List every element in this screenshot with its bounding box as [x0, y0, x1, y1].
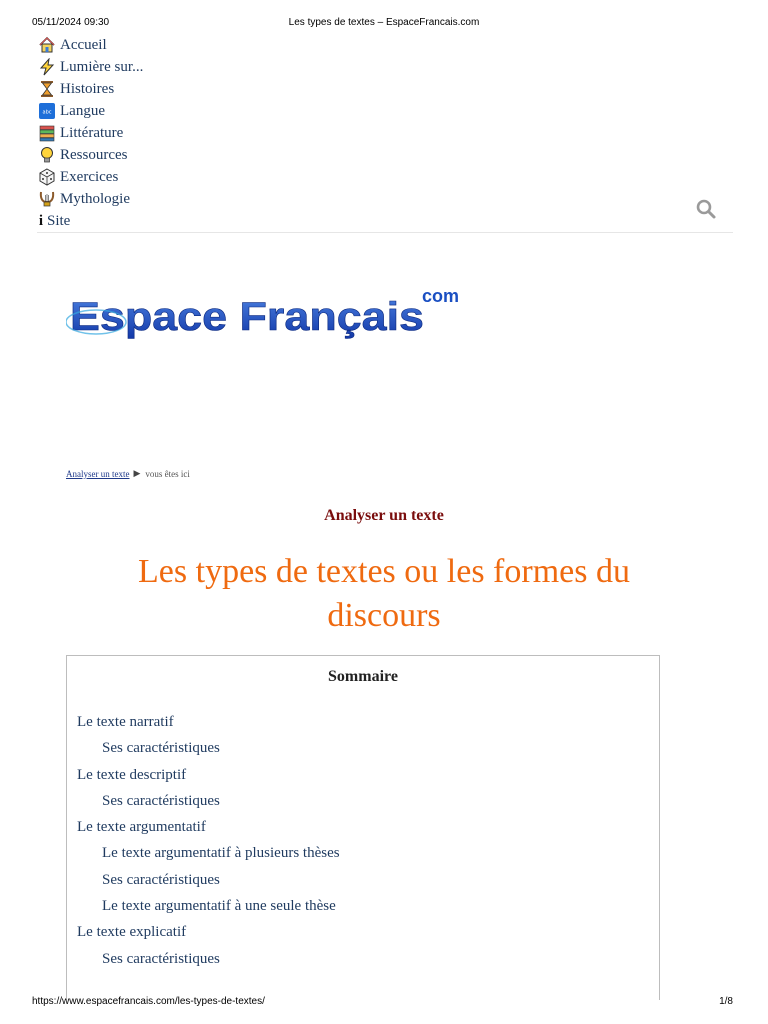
nav-item-litterature[interactable]	[37, 122, 737, 144]
toc-link-texte-descriptif[interactable]: Le texte descriptif	[77, 766, 187, 783]
toc-link-narratif-caracteristiques[interactable]: Ses caractéristiques	[102, 740, 220, 757]
main-nav	[37, 34, 737, 232]
nav-item-langue[interactable]	[37, 100, 737, 122]
table-of-contents	[66, 655, 660, 1000]
info-icon: i	[38, 212, 44, 229]
lightbulb-icon	[37, 145, 57, 165]
print-date: 05/11/2024 09:30	[32, 17, 110, 28]
toc-link-argumentatif-une-these[interactable]: Le texte argumentatif à une seule thèse	[102, 898, 336, 915]
toc-link-argumentatif-caracteristiques[interactable]: Ses caractéristiques	[102, 871, 220, 888]
nav-item-label: Lumière sur...	[60, 58, 144, 75]
toc-link-descriptif-caracteristiques[interactable]: Ses caractéristiques	[102, 792, 220, 809]
hourglass-icon	[37, 79, 57, 99]
toc-link-texte-explicatif[interactable]: Le texte explicatif	[77, 924, 187, 941]
books-icon	[37, 123, 57, 143]
house-icon	[37, 35, 57, 55]
print-page-title: Les types de textes – EspaceFrancais.com	[288, 17, 480, 28]
nav-item-label: Ressources	[60, 146, 128, 163]
nav-item-ressources[interactable]	[37, 144, 737, 166]
breadcrumb-link-analyser[interactable]: Analyser un texte	[66, 468, 130, 479]
svg-text:com: com	[422, 286, 458, 306]
toc-link-argumentatif-plusieurs-theses[interactable]: Le texte argumentatif à plusieurs thèses	[102, 845, 340, 862]
print-page-number: 1/8	[719, 996, 733, 1007]
breadcrumb-current: vous êtes ici	[145, 468, 190, 479]
svg-text:abc: abc	[42, 109, 52, 116]
section-kicker: Analyser un texte	[324, 507, 444, 524]
site-logo[interactable]	[66, 270, 458, 344]
toc-title: Sommaire	[328, 668, 398, 685]
nav-item-label: Site	[47, 212, 71, 229]
page-title: Les types de textes ou les formes du discours	[138, 553, 630, 634]
dice-icon	[37, 167, 57, 187]
nav-item-label: Histoires	[60, 80, 115, 97]
toc-link-texte-argumentatif[interactable]: Le texte argumentatif	[77, 819, 206, 836]
print-header	[32, 17, 736, 31]
lightning-icon	[37, 57, 57, 77]
nav-item-accueil[interactable]	[37, 34, 737, 56]
breadcrumb-separator-icon: ▶	[133, 468, 141, 478]
svg-text:Espace Français: Espace Français	[70, 295, 424, 339]
nav-item-site[interactable]	[37, 210, 737, 232]
nav-item-label: Accueil	[60, 36, 107, 53]
lyre-icon	[37, 189, 57, 209]
breadcrumb	[66, 468, 190, 479]
nav-divider	[37, 232, 733, 233]
abc-icon	[37, 101, 57, 121]
print-footer	[32, 996, 736, 1010]
nav-item-histoires[interactable]	[37, 78, 737, 100]
toc-list	[77, 709, 649, 972]
search-icon	[695, 198, 717, 220]
nav-item-exercices[interactable]	[37, 166, 737, 188]
nav-item-mythologie[interactable]	[37, 188, 737, 210]
nav-item-label: Exercices	[60, 168, 119, 185]
toc-link-texte-narratif[interactable]: Le texte narratif	[77, 714, 174, 730]
nav-item-label: Mythologie	[60, 190, 130, 207]
print-url: https://www.espacefrancais.com/les-types-de-textes/	[32, 996, 265, 1007]
espace-francais-logo	[66, 270, 458, 344]
search-button[interactable]	[695, 198, 717, 220]
toc-link-explicatif-caracteristiques[interactable]: Ses caractéristiques	[102, 950, 220, 967]
nav-item-label: Littérature	[60, 124, 124, 141]
nav-item-label: Langue	[60, 102, 105, 119]
nav-item-lumiere[interactable]	[37, 56, 737, 78]
